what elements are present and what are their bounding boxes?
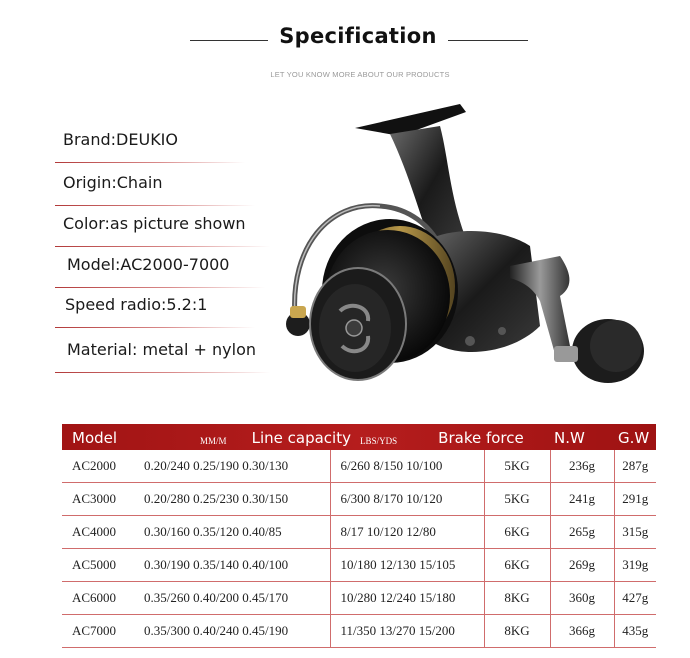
cell-model: AC5000 — [62, 549, 142, 582]
cell-model: AC2000 — [62, 450, 142, 483]
spec-divider — [55, 246, 270, 247]
spec-item-label: Brand:DEUKIO — [63, 130, 178, 149]
line-capacity-label: Line capacity — [251, 428, 351, 447]
table-row — [62, 615, 656, 648]
cell-brake: 6KG — [484, 516, 550, 549]
spec-divider — [55, 287, 265, 288]
col-header-line-capacity — [142, 424, 524, 450]
cell-mm: 0.20/280 0.25/230 0.30/150 — [142, 483, 330, 516]
cell-brake: 5KG — [484, 450, 550, 483]
spec-divider — [55, 327, 255, 328]
spec-divider — [55, 372, 270, 373]
cell-model: AC4000 — [62, 516, 142, 549]
table-row — [62, 450, 656, 483]
cell-gw: 319g — [614, 549, 656, 582]
cell-mm: 0.35/300 0.40/240 0.45/190 — [142, 615, 330, 648]
cell-lbs: 10/280 12/240 15/180 — [330, 582, 484, 615]
cell-nw: 241g — [550, 483, 614, 516]
cell-brake: 8KG — [484, 582, 550, 615]
cell-brake: 5KG — [484, 483, 550, 516]
cell-brake: 8KG — [484, 615, 550, 648]
fishing-reel-image — [270, 96, 660, 396]
page-title: Specification — [279, 24, 437, 48]
cell-nw: 236g — [550, 450, 614, 483]
page-subtitle: LET YOU KNOW MORE ABOUT OUR PRODUCTS — [270, 70, 450, 79]
cell-model: AC6000 — [62, 582, 142, 615]
cell-model: AC3000 — [62, 483, 142, 516]
mm-unit-label: MM/M — [200, 435, 227, 446]
lbs-unit-label: LBS/YDS — [360, 435, 398, 446]
cell-gw: 287g — [614, 450, 656, 483]
cell-mm: 0.35/260 0.40/200 0.45/170 — [142, 582, 330, 615]
col-header-gw: G.W — [618, 428, 650, 447]
table-row — [62, 549, 656, 582]
cell-gw: 315g — [614, 516, 656, 549]
cell-lbs: 6/300 8/170 10/120 — [330, 483, 484, 516]
cell-lbs: 6/260 8/150 10/100 — [330, 450, 484, 483]
table-header-row — [62, 424, 656, 450]
col-header-brake-force: Brake force — [438, 428, 524, 447]
title-divider-right — [448, 40, 528, 41]
table-row — [62, 516, 656, 549]
cell-nw: 269g — [550, 549, 614, 582]
cell-brake: 6KG — [484, 549, 550, 582]
cell-nw: 366g — [550, 615, 614, 648]
cell-nw: 360g — [550, 582, 614, 615]
cell-gw: 291g — [614, 483, 656, 516]
cell-gw: 427g — [614, 582, 656, 615]
spec-divider — [55, 162, 245, 163]
cell-mm: 0.30/160 0.35/120 0.40/85 — [142, 516, 330, 549]
cell-model: AC7000 — [62, 615, 142, 648]
cell-gw: 435g — [614, 615, 656, 648]
spec-item-label: Origin:Chain — [63, 173, 163, 192]
spec-item-label: Speed radio:5.2:1 — [65, 295, 208, 314]
spec-table — [62, 424, 656, 648]
cell-lbs: 8/17 10/120 12/80 — [330, 516, 484, 549]
cell-nw: 265g — [550, 516, 614, 549]
spec-item-label: Color:as picture shown — [63, 214, 246, 233]
spec-item-label: Model:AC2000-7000 — [67, 255, 230, 274]
table-row — [62, 582, 656, 615]
col-header-model: Model — [72, 428, 118, 447]
cell-lbs: 11/350 13/270 15/200 — [330, 615, 484, 648]
spec-divider — [55, 205, 255, 206]
spec-item-label: Material: metal + nylon — [67, 340, 256, 359]
cell-lbs: 10/180 12/130 15/105 — [330, 549, 484, 582]
title-divider-left — [190, 40, 268, 41]
col-header-nw: N.W — [554, 428, 585, 447]
cell-mm: 0.30/190 0.35/140 0.40/100 — [142, 549, 330, 582]
table-row — [62, 483, 656, 516]
cell-mm: 0.20/240 0.25/190 0.30/130 — [142, 450, 330, 483]
